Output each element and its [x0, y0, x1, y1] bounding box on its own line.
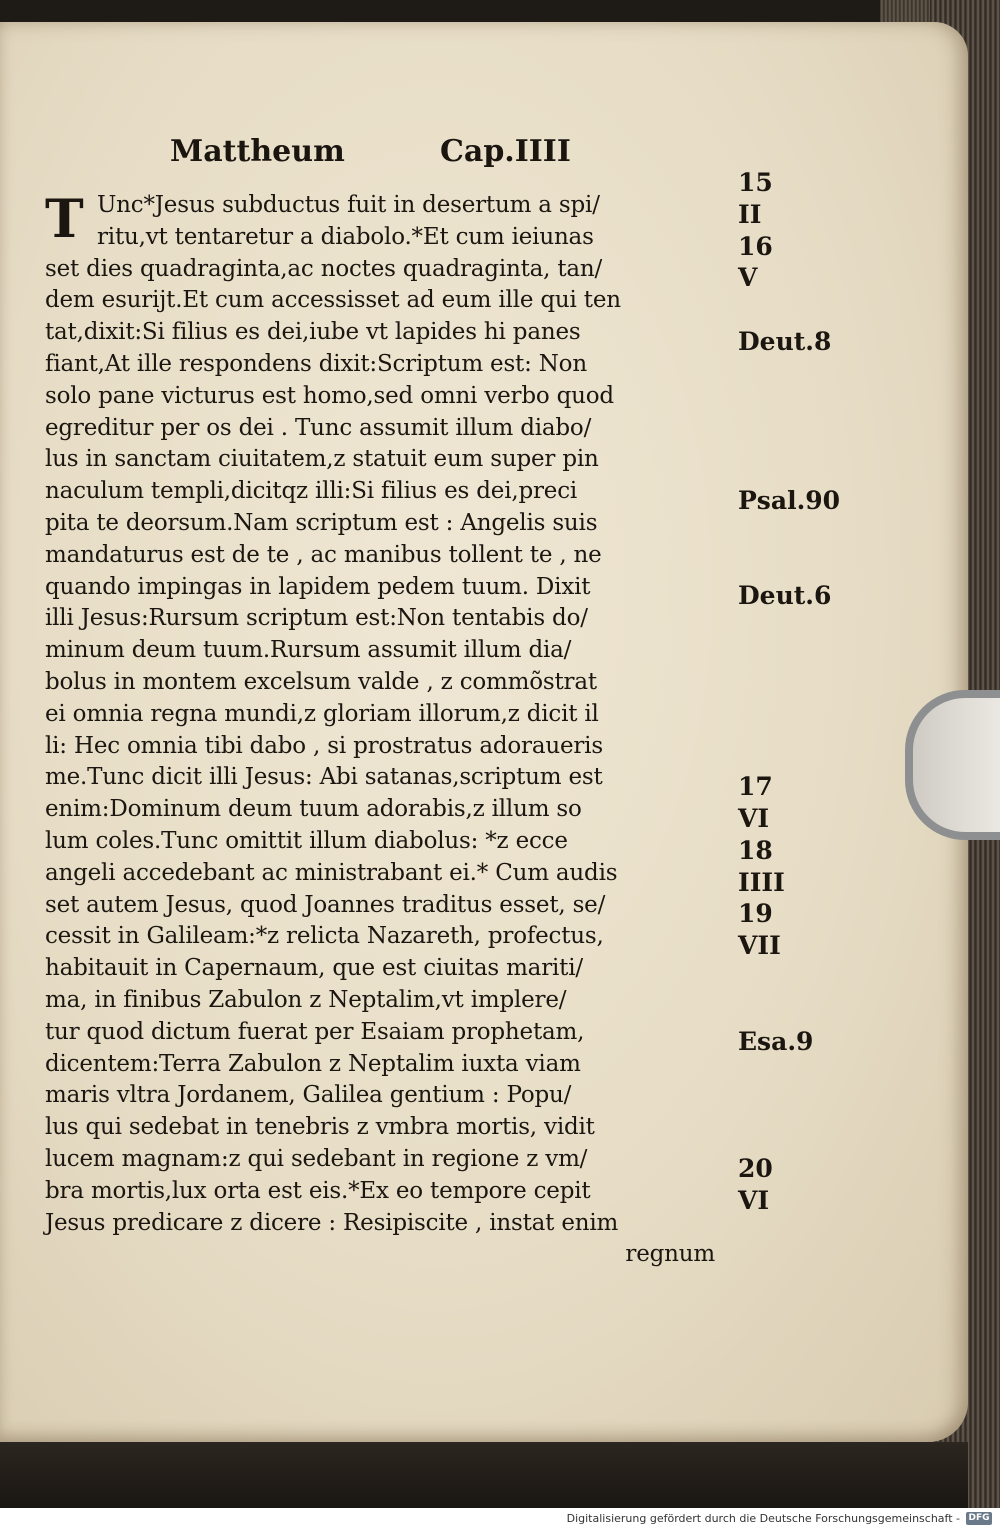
text-line: ritu,vt tentaretur a diabolo.*Et cum ieiunas [97, 223, 594, 250]
text-line: solo pane victurus est homo,sed omni verbo quod [45, 382, 614, 409]
margin-note: 16 [738, 231, 773, 261]
text-line: naculum templi,dicitqz illi:Si filius es dei,preci [45, 478, 578, 505]
text-line: lus qui sedebat in tenebris z vmbra mortis, vidit [45, 1114, 595, 1141]
text-line: lucem magnam:z qui sedebant in regione z vm/ [45, 1145, 588, 1172]
margin-note: VI [738, 1185, 770, 1215]
margin-note: Esa.9 [738, 1026, 814, 1056]
text-line: quando impingas in lapidem pedem tuum. Dixit [45, 573, 591, 600]
text-line: bra mortis,lux orta est eis.*Ex eo tempore cepit [45, 1177, 591, 1204]
text-line: tur quod dictum fuerat per Esaiam prophetam, [45, 1018, 585, 1045]
text-line: tat,dixit:Si filius es dei,iube vt lapides hi panes [45, 319, 581, 346]
margin-note: 19 [738, 899, 773, 929]
text-line: li: Hec omnia tibi dabo , si prostratus adoraueris [45, 732, 603, 759]
running-header [170, 134, 590, 178]
text-line: set dies quadraginta,ac noctes quadraginta, tan/ [45, 255, 603, 282]
margin-note: IIII [738, 867, 785, 897]
margin-note: II [738, 199, 762, 229]
text-line: mandaturus est de te , ac manibus tollent te , ne [45, 541, 602, 568]
margin-note: V [738, 263, 758, 293]
margin-note: 15 [738, 168, 773, 197]
margin-note: Deut.8 [738, 327, 832, 356]
margin-note: 20 [738, 1153, 773, 1183]
text-line: dicentem:Terra Zabulon z Neptalim iuxta viam [45, 1050, 581, 1077]
text-line: ma, in finibus Zabulon z Neptalim,vt implere/ [45, 986, 567, 1013]
text-line: fiant,At ille respondens dixit:Scriptum est: Non [45, 350, 587, 377]
margin-note: 17 [738, 772, 773, 802]
text-line: bolus in montem excelsum valde , z commõstrat [45, 668, 597, 695]
text-line: habitauit in Capernaum, que est ciuitas mariti/ [45, 955, 583, 982]
text-line: egreditur per os dei . Tunc assumit illum diabo/ [45, 414, 592, 441]
text-line: lum coles.Tunc omittit illum diabolus: *z ecce [45, 827, 568, 854]
text-line: minum deum tuum.Rursum assumit illum dia/ [45, 637, 572, 664]
text-line: me.Tunc dicit illi Jesus: Abi satanas,scriptum est [45, 764, 603, 791]
text-line: lus in sanctam ciuitatem,z statuit eum super pin [45, 446, 599, 473]
drop-initial: T [45, 189, 84, 250]
text-line: angeli accedebant ac ministrabant ei.* Cum audis [45, 859, 618, 886]
header-book-title: Mattheum [170, 134, 345, 169]
header-chapter: Cap.IIII [440, 134, 571, 169]
catchword: regnum [625, 1241, 715, 1268]
margin-note: 18 [738, 835, 773, 865]
text-line: set autem Jesus, quod Joannes traditus esset, se/ [45, 891, 606, 918]
text-line: ei omnia regna mundi,z gloriam illorum,z dicit il [45, 700, 599, 727]
footer-bar [0, 1508, 1000, 1530]
text-line: enim:Dominum deum tuum adorabis,z illum so [45, 796, 582, 823]
margin-note: Psal.90 [738, 486, 841, 515]
footer-credit: Digitalisierung gefördert durch die Deutsche Forschungsgemeinschaft - [566, 1512, 960, 1525]
text-line: pita te deorsum.Nam scriptum est : Angelis suis [45, 509, 598, 536]
body-text [45, 190, 725, 1271]
text-line: illi Jesus:Rursum scriptum est:Non tentabis do/ [45, 605, 588, 632]
dfg-logo: DFG [966, 1512, 992, 1525]
margin-note: VI [738, 804, 770, 833]
text-line: Unc*Jesus subductus fuit in desertum a spi/ [97, 192, 600, 218]
text-line: cessit in Galileam:*z relicta Nazareth, profectus, [45, 923, 604, 950]
text-line: dem esurijt.Et cum accessisset ad eum ille qui ten [45, 287, 621, 314]
printed-page [0, 22, 968, 1442]
page-clip [905, 690, 1000, 840]
page-shadow [0, 1442, 968, 1508]
margin-note: VII [738, 931, 781, 961]
text-line: Jesus predicare z dicere : Resipiscite , instat enim [45, 1209, 619, 1236]
margin-note: Deut.6 [738, 581, 832, 611]
text-line: maris vltra Jordanem, Galilea gentium : Popu/ [45, 1082, 572, 1109]
